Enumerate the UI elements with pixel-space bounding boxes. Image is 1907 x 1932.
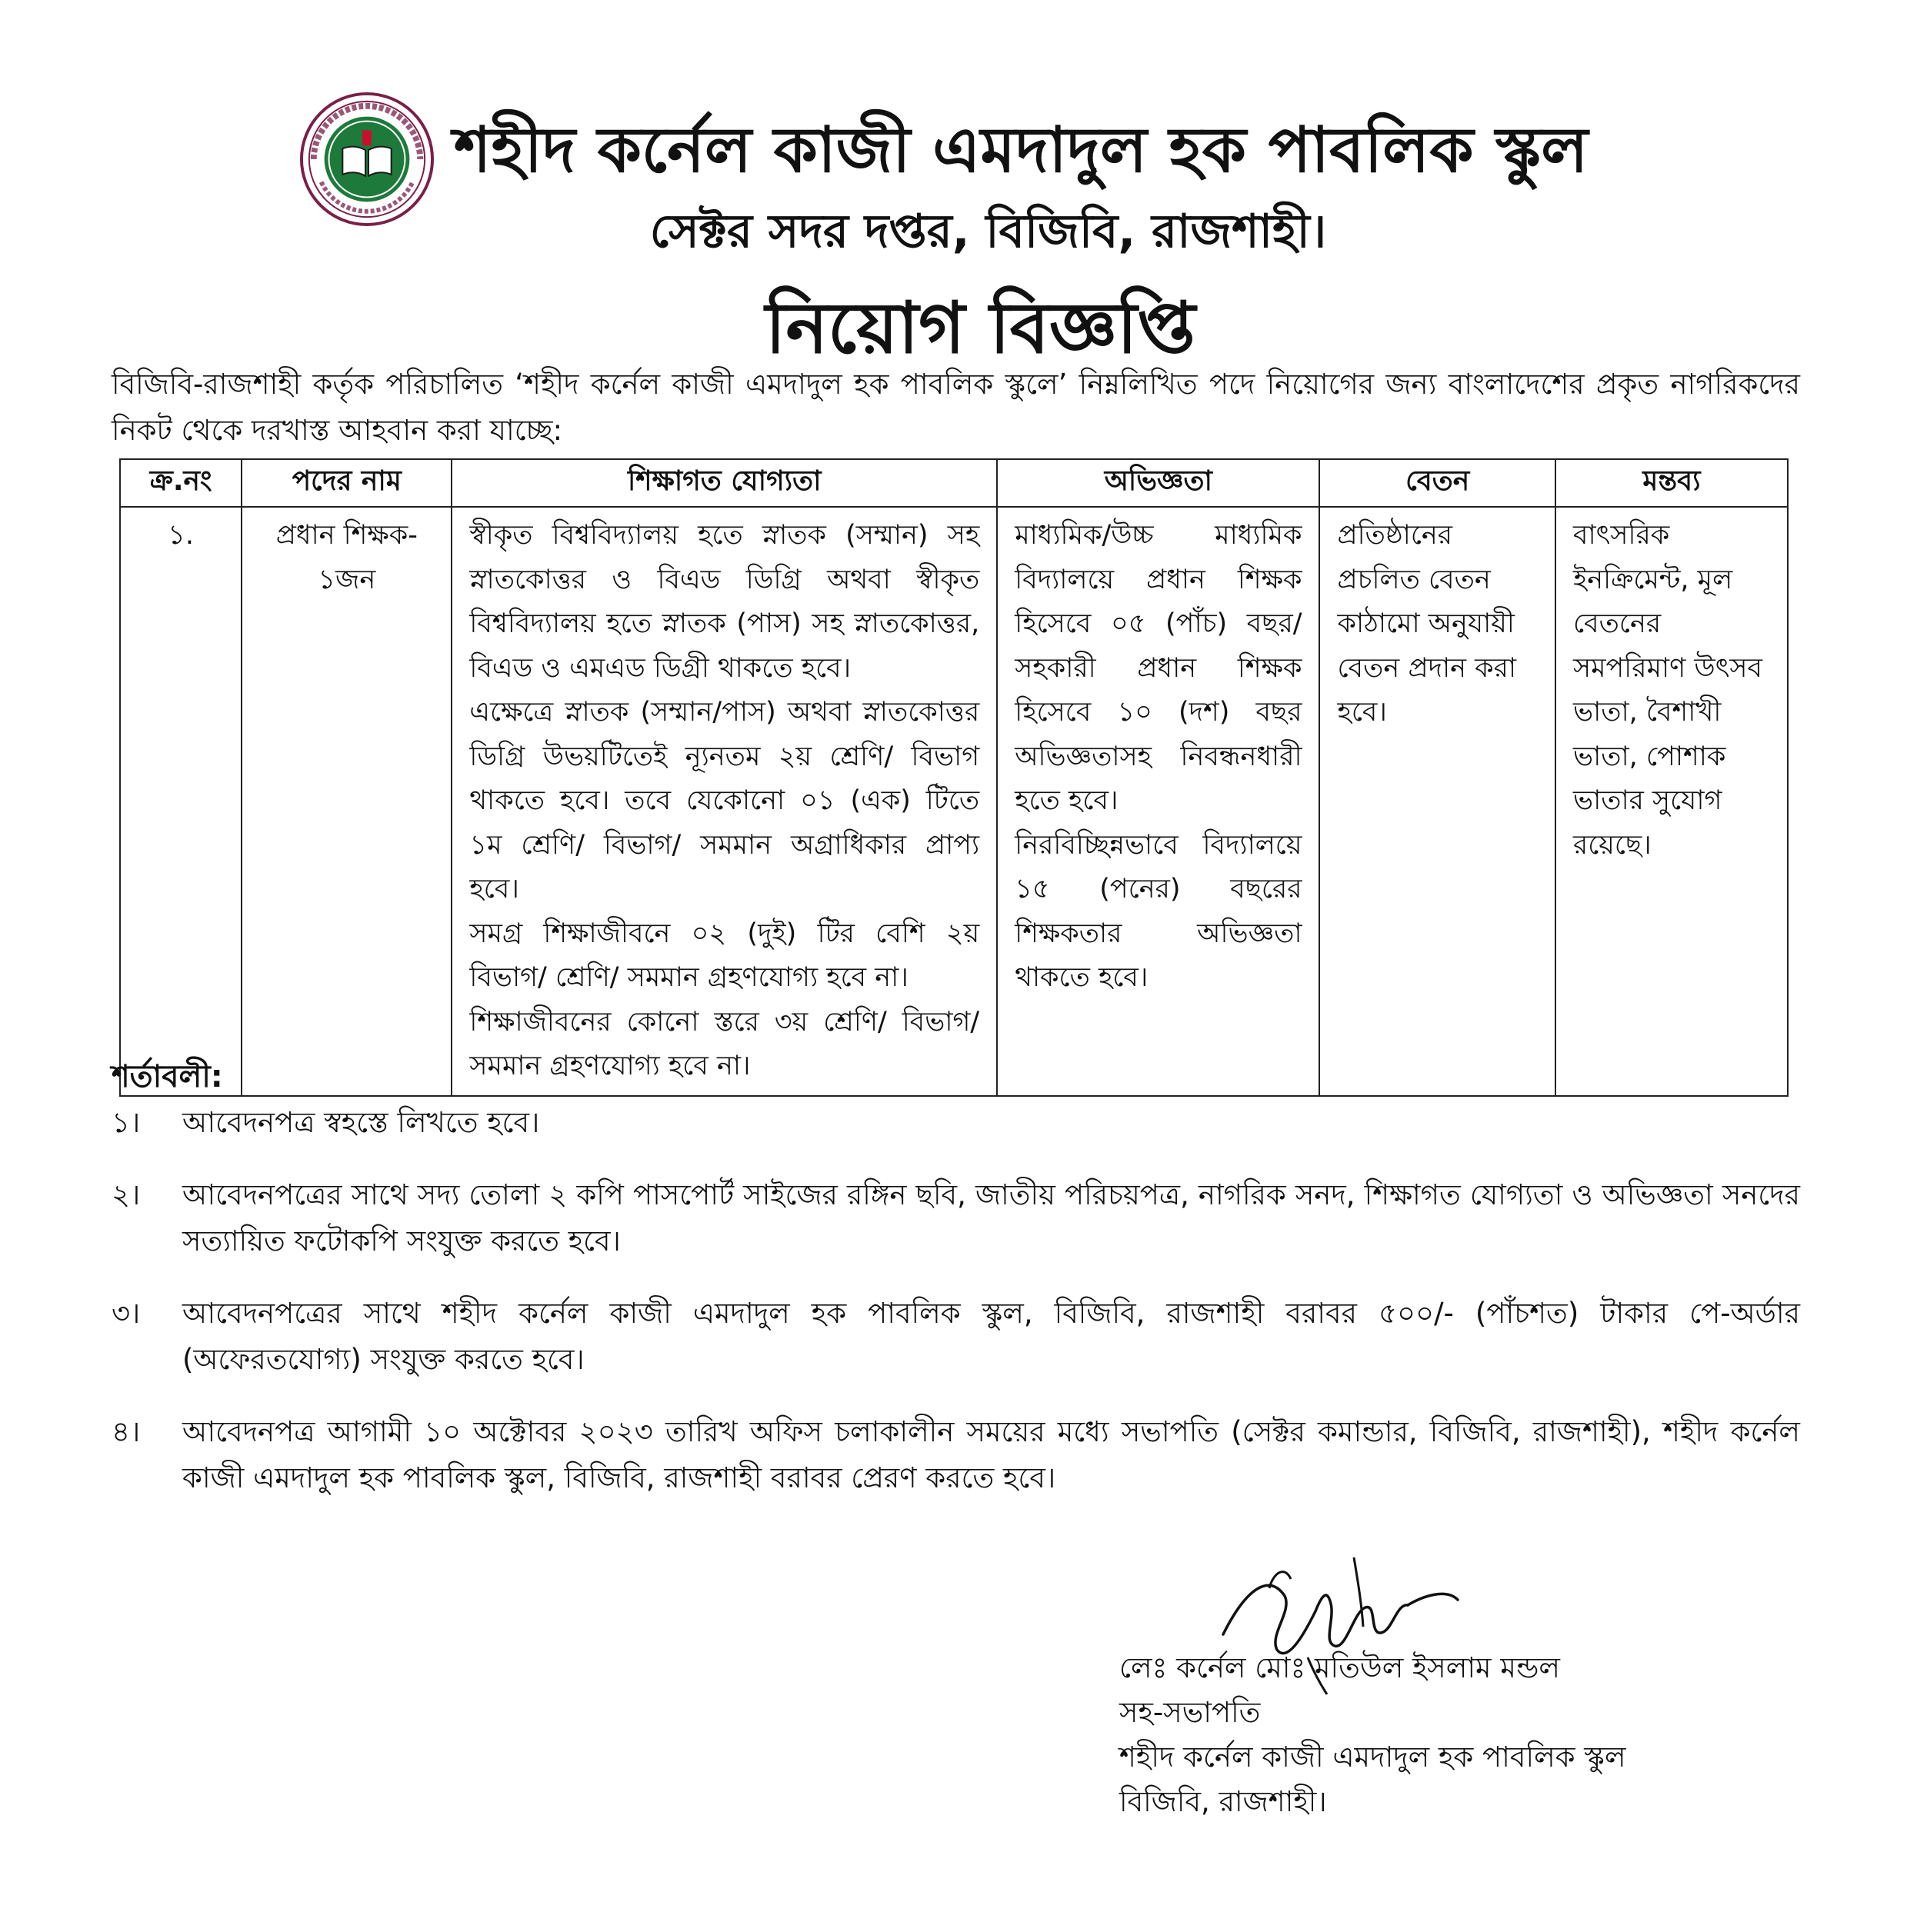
cell-experience: [997, 507, 1319, 1096]
intro-paragraph: বিজিবি-রাজশাহী কর্তৃক পরিচালিত ‘শহীদ কর্নেল কাজী এমদাদুল হক পাবলিক স্কুলে’ নিম্নলিখিত পদে নিয়োগের জন্য বাংলাদেশের প্রকৃত নাগরিকদের নিকট থেকে দরখাস্ত আহবান করা যাচ্ছে:: [112, 368, 1800, 447]
education-requirement-3: সমগ্র শিক্ষাজীবনে ০২ (দুই) টির বেশি ২য় বিভাগ/ শ্রেণি/ সমমান গ্রহণযোগ্য হবে না।: [469, 918, 980, 993]
signatory-location: বিজিবি, রাজশাহী।: [1119, 1785, 1327, 1818]
terms-title: শর্তাবলী:: [112, 1059, 223, 1094]
experience-requirement-2: নিরবিচ্ছিন্নভাবে বিদ্যালয়ে ১৫ (পনের) বছরের শিক্ষকতার অভিজ্ঞতা থাকতে হবে।: [1015, 829, 1302, 993]
signatory-name: লেঃ কর্নেল মোঃ মতিউল ইসলাম মন্ডল: [1119, 1651, 1561, 1684]
term-text: আবেদনপত্র আগামী ১০ অক্টোবর ২০২৩ তারিখ অফিস চলাকালীন সময়ের মধ্যে সভাপতি (সেক্টর কমান্ডার, বিজিবি, রাজশাহী), শহীদ কর্নেল কাজী এমদাদুল হক পাবলিক স্কুল, বিজিবি, রাজশাহী বরাবর প্রেরণ করতে হবে।: [182, 1415, 1800, 1494]
terms-list: [112, 1100, 1800, 1527]
column-header-salary: বেতন: [1319, 459, 1555, 507]
column-header-post: পদের নাম: [242, 459, 452, 507]
list-item: [112, 1291, 1800, 1383]
column-header-experience: অভিজ্ঞতা: [997, 459, 1319, 507]
education-requirement-4: শিক্ষাজীবনের কোনো স্তরে ৩য় শ্রেণি/ বিভাগ/ সমমান গ্রহণযোগ্য হবে না।: [469, 1006, 980, 1081]
column-header-education: শিক্ষাগত যোগ্যতা: [452, 459, 997, 507]
signatory-institution: শহীদ কর্নেল কাজী এমদাদুল হক পাবলিক স্কুল: [1119, 1740, 1626, 1774]
term-number: ৪।: [112, 1415, 141, 1448]
cell-post: প্রধান শিক্ষক- ১জন: [242, 507, 452, 1096]
cell-salary: প্রতিষ্ঠানের প্রচলিত বেতন কাঠামো অনুযায়ী বেতন প্রদান করা হবে।: [1319, 507, 1555, 1096]
list-item: [112, 1172, 1800, 1264]
cell-remarks: বাৎসরিক ইনক্রিমেন্ট, মূল বেতনের সমপরিমাণ উৎসব ভাতা, বৈশাখী ভাতা, পোশাক ভাতার সুযোগ রয়েছে।: [1555, 507, 1788, 1096]
term-text: আবেদনপত্রের সাথে শহীদ কর্নেল কাজী এমদাদুল হক পাবলিক স্কুল, বিজিবি, রাজশাহী বরাবর ৫০০/- (পাঁচশত) টাকার পে-অর্ডার (অফেরতযোগ্য) সংযুক্ত করতে হবে।: [182, 1297, 1800, 1376]
column-header-remarks: মন্তব্য: [1555, 459, 1788, 507]
cell-education: [452, 507, 997, 1096]
school-address: সেক্টর সদর দপ্তর, বিজিবি, রাজশাহী।: [649, 205, 1327, 258]
term-text: আবেদনপত্রের সাথে সদ্য তোলা ২ কপি পাসপোর্ট সাইজের রঙ্গিন ছবি, জাতীয় পরিচয়পত্র, নাগরিক সনদ, শিক্ষাগত যোগ্যতা ও অভিজ্ঞতা সনদের সত্যায়িত ফটোকপি সংযুক্ত করতে হবে।: [182, 1178, 1800, 1257]
vacancy-table: [119, 458, 1789, 1097]
term-text: আবেদনপত্র স্বহস্তে লিখতে হবে।: [182, 1106, 540, 1139]
cell-serial: ১.: [120, 507, 242, 1096]
term-number: ২।: [112, 1178, 141, 1211]
experience-requirement-1: মাধ্যমিক/উচ্চ মাধ্যমিক বিদ্যালয়ে প্রধান শিক্ষক হিসেবে ০৫ (পাঁচ) বছর/ সহকারী প্রধান শিক্ষক হিসেবে ১০ (দশ) বছর অভিজ্ঞতাসহ নিবন্ধনধারী হতে হবে।: [1015, 520, 1302, 816]
education-requirement-1: স্বীকৃত বিশ্ববিদ্যালয় হতে স্নাতক (সম্মান) সহ স্নাতকোত্তর ও বিএড ডিগ্রি অথবা স্বীকৃত বিশ্ববিদ্যালয় হতে স্নাতক (পাস) সহ স্নাতকোত্তর, বিএড ও এমএড ডিগ্রী থাকতে হবে।: [469, 520, 980, 684]
term-number: ৩।: [112, 1297, 141, 1330]
column-header-serial: ক্র.নং: [120, 459, 242, 507]
signatory-designation: সহ-সভাপতি: [1119, 1696, 1261, 1729]
signatory-block: [1119, 1646, 1626, 1824]
education-requirement-2: এক্ষেত্রে স্নাতক (সম্মান/পাস) অথবা স্নাতকোত্তর ডিগ্রি উভয়টিতেই ন্যূনতম ২য় শ্রেণি/ বিভাগ থাকতে হবে। তবে যেকোনো ০১ (এক) টিতে ১ম শ্রেণি/ বিভাগ/ সমমান অগ্রাধিকার প্রাপ্য হবে।: [469, 697, 980, 904]
list-item: [112, 1409, 1800, 1501]
list-item: [112, 1100, 1800, 1146]
school-name: শহীদ কর্নেল কাজী এমদাদুল হক পাবলিক স্কুল: [454, 114, 1589, 187]
table-row: [120, 507, 1788, 1096]
term-number: ১।: [112, 1106, 141, 1139]
notice-header: [0, 85, 1907, 369]
notice-title: নিয়োগ বিজ্ঞপ্তি: [765, 287, 1195, 369]
table-header-row: [120, 459, 1788, 507]
